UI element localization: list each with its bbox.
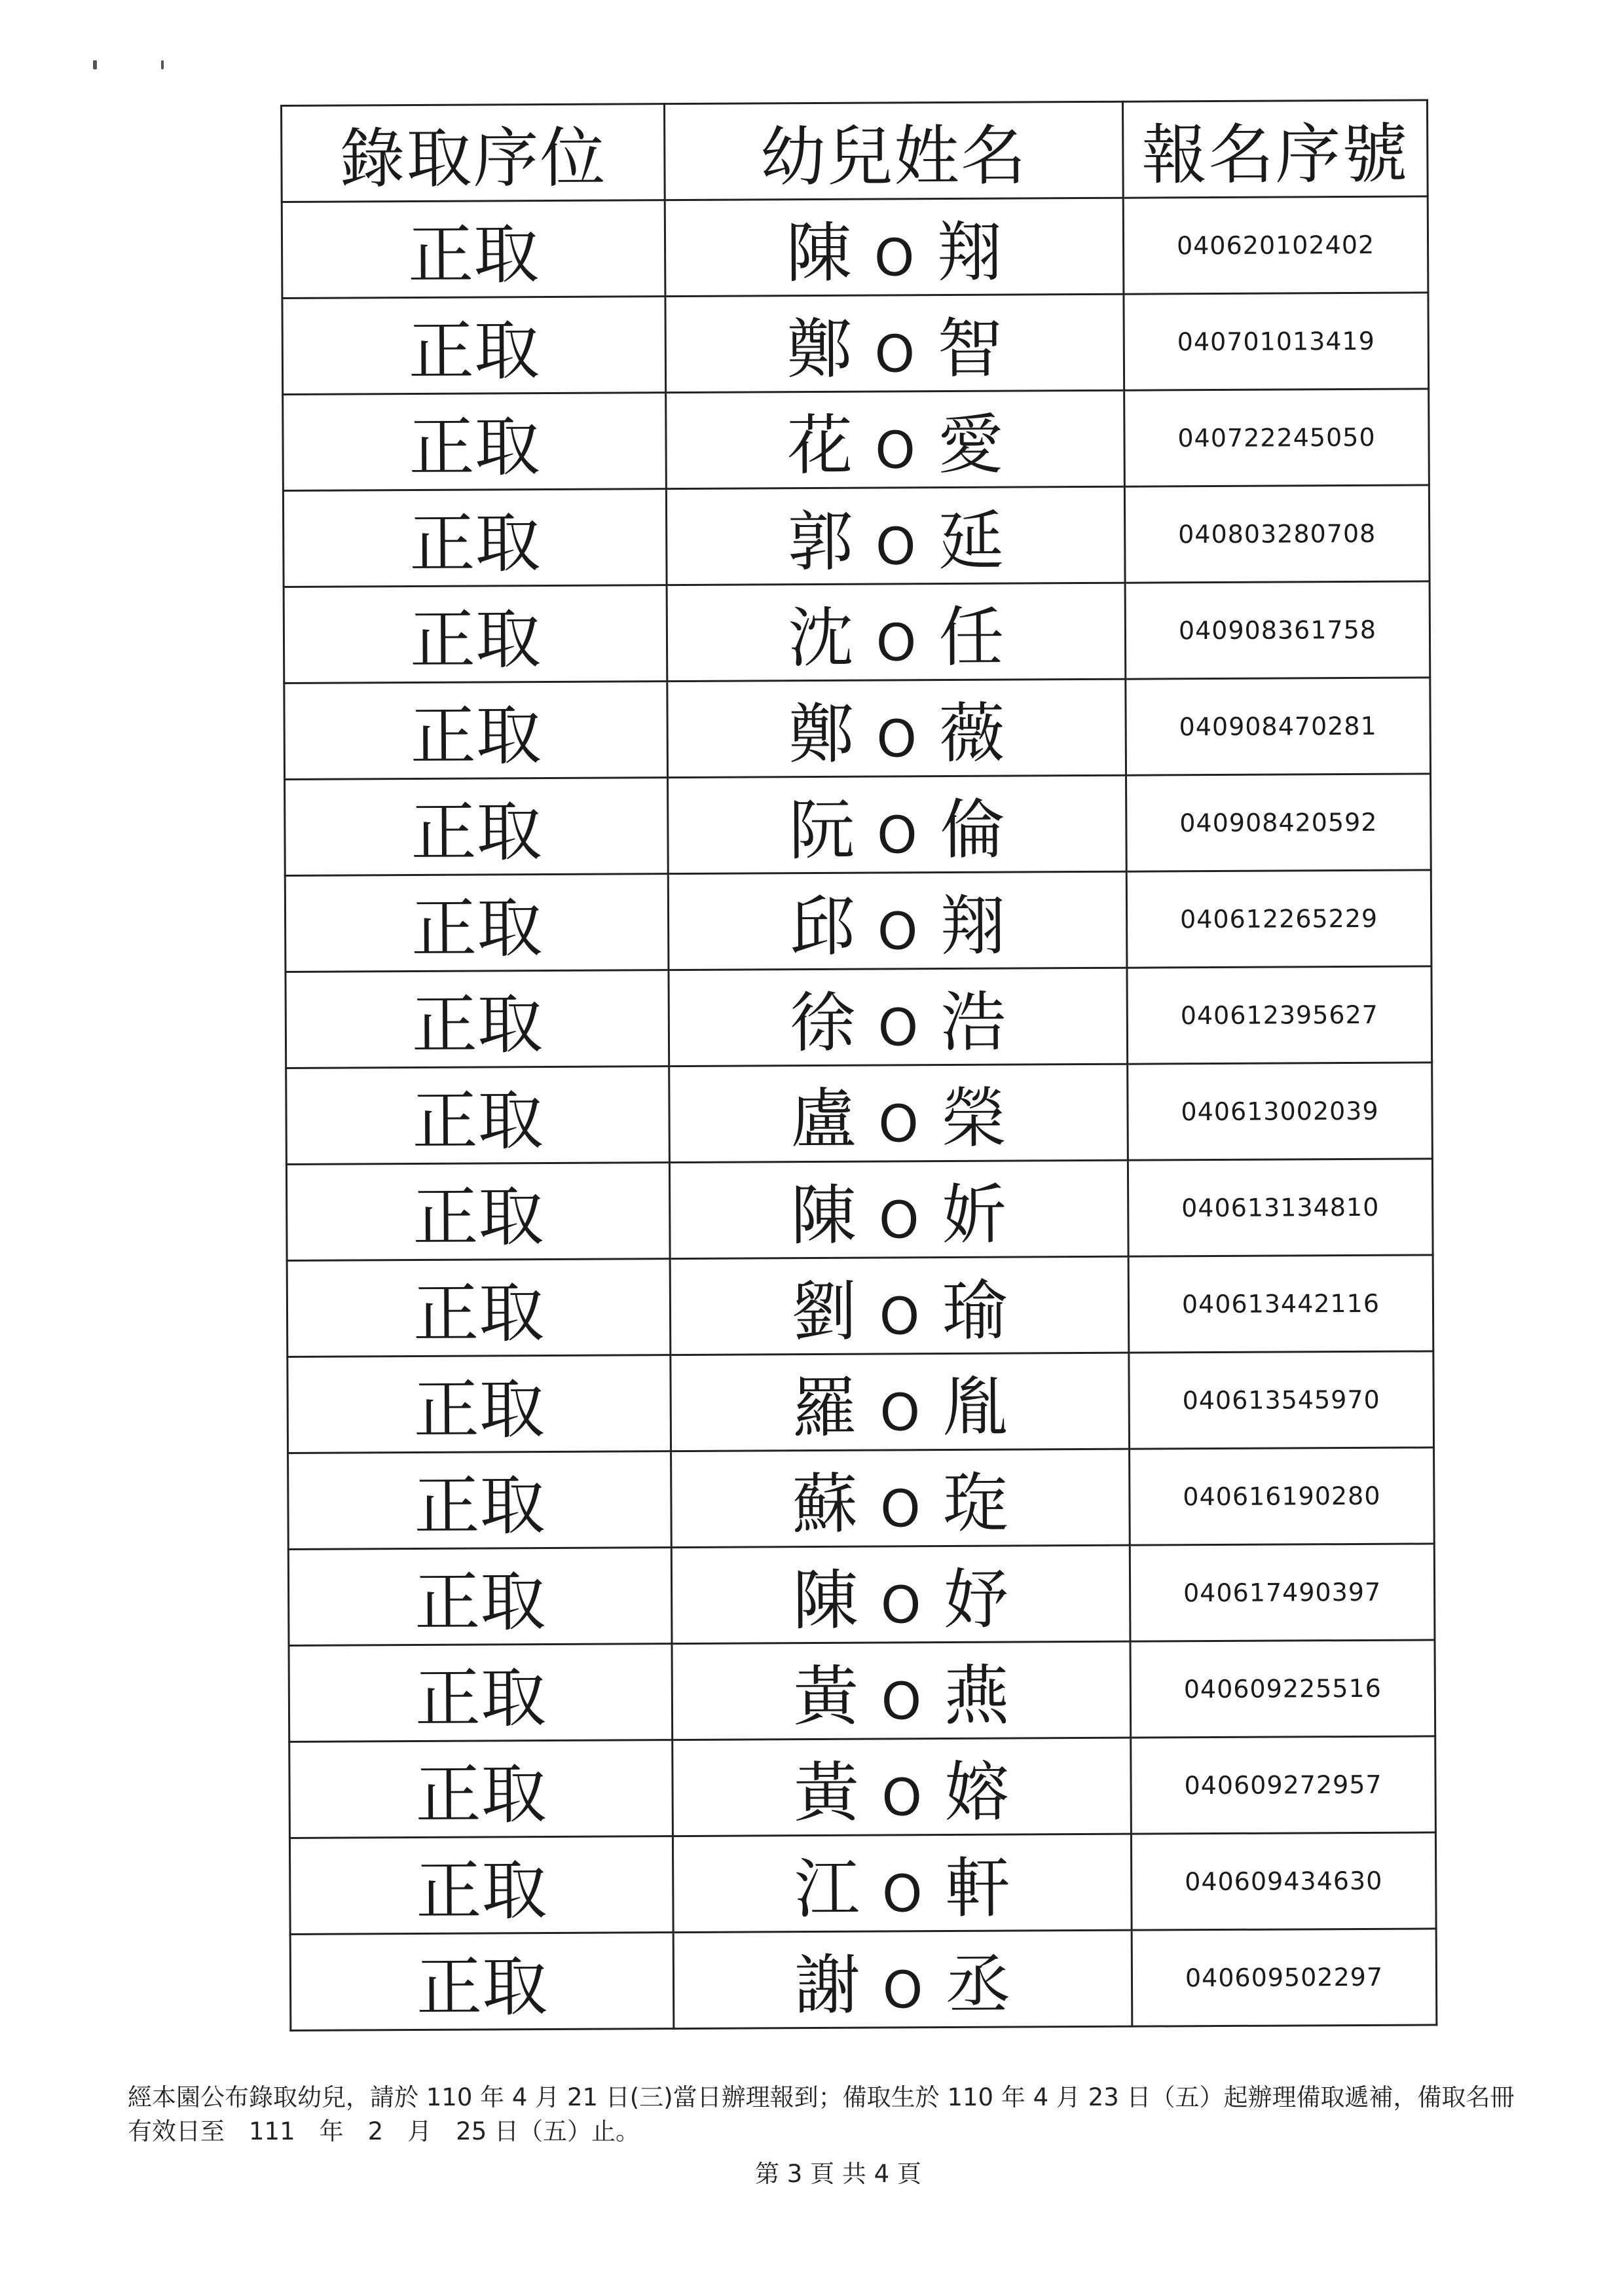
registration-cell: 040616190280 xyxy=(1130,1448,1435,1545)
registration-cell: 040613002039 xyxy=(1128,1063,1433,1160)
name-cell xyxy=(665,198,1124,296)
rank-cell: 正取 xyxy=(286,970,669,1068)
name-mask: O xyxy=(881,1865,923,1924)
name-surname: 陳 xyxy=(792,1561,858,1639)
name-mask: O xyxy=(879,1287,920,1347)
scan-mark xyxy=(93,60,97,69)
name-given: 胤 xyxy=(942,1368,1008,1446)
rank-cell: 正取 xyxy=(290,1933,674,2031)
rank-cell: 正取 xyxy=(287,1355,671,1453)
name-surname: 羅 xyxy=(791,1369,858,1447)
name-mask: O xyxy=(875,517,916,577)
name-surname: 陳 xyxy=(786,214,852,292)
header-rank: 錄取序位 xyxy=(282,104,665,202)
registration-cell: 040613545970 xyxy=(1129,1351,1434,1449)
table-row xyxy=(285,774,1431,876)
name-cell xyxy=(665,294,1124,392)
header-registration: 報名序號 xyxy=(1122,100,1428,198)
registration-cell: 040908470281 xyxy=(1126,678,1431,775)
name-cell xyxy=(671,1353,1130,1451)
rank-cell: 正取 xyxy=(289,1644,673,1742)
name-given: 瑜 xyxy=(942,1272,1008,1350)
table-row xyxy=(286,1063,1433,1165)
registration-cell: 040620102402 xyxy=(1123,196,1428,294)
registration-cell: 040612265229 xyxy=(1126,870,1431,968)
registration-cell: 040722245050 xyxy=(1124,389,1430,486)
table-row xyxy=(289,1832,1436,1935)
name-cell xyxy=(673,1930,1132,2028)
name-given: 延 xyxy=(938,502,1005,580)
name-surname: 郭 xyxy=(787,503,854,581)
name-given: 燕 xyxy=(944,1657,1010,1735)
table-row xyxy=(286,1159,1433,1261)
name-cell xyxy=(666,486,1125,585)
name-surname: 阮 xyxy=(788,792,855,869)
name-cell xyxy=(668,775,1127,873)
name-given: 妡 xyxy=(941,1176,1008,1254)
registration-cell: 040617490397 xyxy=(1130,1544,1435,1641)
name-given: 任 xyxy=(938,598,1005,676)
name-given: 丞 xyxy=(945,1946,1011,2024)
name-mask: O xyxy=(874,325,915,384)
registration-cell: 040613442116 xyxy=(1128,1255,1433,1353)
name-surname: 邱 xyxy=(789,888,855,966)
name-mask: O xyxy=(876,613,917,673)
scan-mark xyxy=(161,60,164,69)
name-surname: 謝 xyxy=(794,1946,860,2024)
name-given: 倫 xyxy=(939,791,1006,869)
name-cell xyxy=(671,1449,1130,1547)
registration-cell: 040613134810 xyxy=(1128,1159,1433,1256)
rank-cell: 正取 xyxy=(285,778,669,876)
rank-cell: 正取 xyxy=(283,393,667,491)
rank-cell: 正取 xyxy=(288,1548,672,1646)
name-cell xyxy=(667,583,1126,681)
rank-cell: 正取 xyxy=(284,585,667,683)
registration-cell: 040609434630 xyxy=(1131,1832,1436,1930)
admission-table xyxy=(280,99,1437,2032)
registration-cell: 040609502297 xyxy=(1132,1929,1437,2026)
table-row xyxy=(288,1544,1435,1646)
registration-cell: 040908361758 xyxy=(1125,581,1430,679)
table-row xyxy=(289,1640,1435,1742)
name-cell xyxy=(673,1738,1132,1836)
name-cell xyxy=(669,1160,1128,1258)
notice-line: 經本園公布錄取幼兒，請於 110 年 4 月 21 日(三)當日辦理報到；備取生於 110 年 4 月 23 日（五）起辦理備取遞補，備取名冊 xyxy=(128,2083,1515,2111)
registration-cell: 040609225516 xyxy=(1130,1640,1435,1738)
rank-cell: 正取 xyxy=(289,1836,673,1935)
registration-cell: 040908420592 xyxy=(1126,774,1431,871)
name-mask: O xyxy=(877,806,917,866)
admission-notice xyxy=(128,2081,1542,2149)
name-mask: O xyxy=(882,1961,923,2020)
table-row xyxy=(286,966,1432,1068)
rank-cell: 正取 xyxy=(286,1163,670,1261)
name-mask: O xyxy=(875,421,916,481)
rank-cell: 正取 xyxy=(286,1066,670,1165)
name-mask: O xyxy=(879,1383,921,1443)
name-given: 妤 xyxy=(943,1561,1009,1639)
name-given: 薇 xyxy=(938,695,1005,773)
table-row xyxy=(283,389,1430,491)
name-given: 軒 xyxy=(944,1850,1011,1927)
name-mask: O xyxy=(877,902,918,962)
name-given: 嫆 xyxy=(944,1753,1010,1831)
table-row xyxy=(283,485,1430,587)
name-given: 榮 xyxy=(940,1080,1007,1157)
rank-cell: 正取 xyxy=(285,874,669,972)
name-cell xyxy=(673,1834,1132,1932)
name-given: 智 xyxy=(937,310,1003,388)
page-number: 第 3 頁 共 4 頁 xyxy=(755,2160,921,2188)
name-surname: 劉 xyxy=(791,1273,857,1351)
name-surname: 鄭 xyxy=(786,310,853,388)
table-row xyxy=(285,870,1431,972)
table-body xyxy=(282,196,1437,2031)
rank-cell: 正取 xyxy=(282,297,666,395)
registration-cell: 040609272957 xyxy=(1131,1736,1436,1834)
name-cell xyxy=(667,679,1126,777)
table-row xyxy=(290,1929,1437,2031)
name-mask: O xyxy=(880,1480,921,1539)
rank-cell: 正取 xyxy=(287,1259,671,1357)
name-given: 翔 xyxy=(936,213,1003,291)
registration-cell: 040803280708 xyxy=(1124,485,1430,583)
name-mask: O xyxy=(878,1191,919,1250)
name-surname: 蘇 xyxy=(792,1465,858,1543)
name-mask: O xyxy=(880,1576,921,1635)
registration-cell: 040701013419 xyxy=(1124,293,1429,390)
name-cell xyxy=(669,1064,1128,1162)
table-row xyxy=(287,1351,1434,1453)
name-given: 愛 xyxy=(937,406,1004,484)
table-row xyxy=(284,581,1430,683)
name-cell xyxy=(668,871,1127,970)
registration-cell: 040612395627 xyxy=(1127,966,1432,1064)
name-cell xyxy=(669,968,1128,1066)
rank-cell: 正取 xyxy=(284,682,668,780)
name-given: 浩 xyxy=(940,983,1006,1061)
table-row xyxy=(287,1255,1433,1357)
name-mask: O xyxy=(881,1768,923,1828)
name-surname: 黃 xyxy=(793,1658,859,1736)
name-cell xyxy=(666,390,1125,488)
name-cell xyxy=(670,1256,1129,1355)
rank-cell: 正取 xyxy=(289,1740,673,1838)
name-mask: O xyxy=(881,1672,922,1732)
name-mask: O xyxy=(876,710,917,769)
table-row xyxy=(284,678,1431,780)
table-row xyxy=(282,293,1429,395)
name-surname: 陳 xyxy=(790,1176,857,1254)
name-cell xyxy=(672,1641,1131,1740)
rank-cell: 正取 xyxy=(282,200,665,299)
rank-cell: 正取 xyxy=(283,489,667,587)
name-surname: 江 xyxy=(794,1850,860,1928)
name-cell xyxy=(671,1545,1130,1643)
name-surname: 徐 xyxy=(790,984,856,1062)
name-surname: 花 xyxy=(786,407,853,484)
name-given: 琁 xyxy=(942,1465,1009,1542)
table-row xyxy=(288,1448,1435,1550)
name-mask: O xyxy=(877,998,919,1058)
name-surname: 盧 xyxy=(790,1080,857,1158)
name-given: 翔 xyxy=(940,887,1006,965)
name-surname: 鄭 xyxy=(788,695,855,773)
name-surname: 黃 xyxy=(793,1754,860,1832)
notice-line: 有效日至 111 年 2 月 25 日（五）止。 xyxy=(128,2117,640,2145)
table-header-row xyxy=(282,100,1428,202)
header-name: 幼兒姓名 xyxy=(665,101,1124,200)
table-row xyxy=(282,196,1428,299)
table-row xyxy=(289,1736,1436,1838)
name-mask: O xyxy=(874,228,915,288)
rank-cell: 正取 xyxy=(288,1451,672,1550)
name-surname: 沈 xyxy=(788,599,854,677)
name-mask: O xyxy=(878,1095,919,1154)
